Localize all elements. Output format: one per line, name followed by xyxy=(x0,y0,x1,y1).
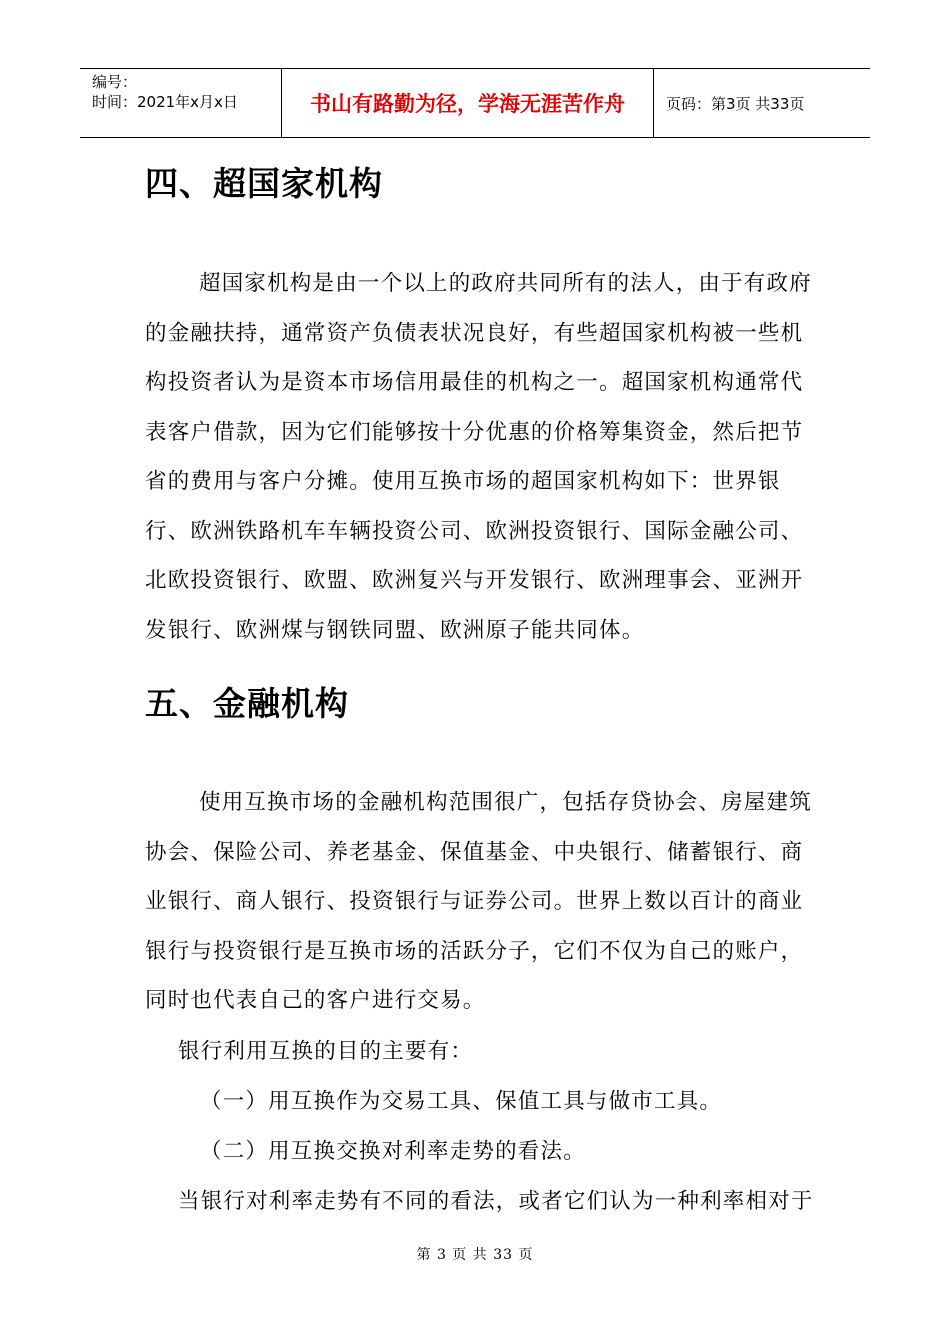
section-heading-supranational: 四、超国家机构 xyxy=(145,164,383,203)
page-footer: 第 3 页 共 33 页 xyxy=(416,1247,534,1263)
document-time-label: 时间：2021年x月x日 xyxy=(92,93,238,111)
bank-purpose-continuation: 当银行对利率走势有不同的看法，或者它们认为一种利率相对于 xyxy=(178,1189,814,1214)
page-header xyxy=(80,68,870,138)
bank-purpose-item-1: （一）用互换作为交易工具、保值工具与做市工具。 xyxy=(200,1089,723,1114)
section-paragraph-supranational: 超国家机构是由一个以上的政府共同所有的法人，由于有政府的金融扶持，通常资产负债表状况良好，有些超国家机构被一些机构投资者认为是资本市场信用最佳的机构之一。超国家机构通常代表客户借款，因为它们能够按十分优惠的价格筹集资金，然后把节省的费用与客户分摊。使用互换市场的超国家机构如下：世界银行、欧洲铁路机车车辆投资公司、欧洲投资银行、国际金融公司、北欧投资银行、欧盟、欧洲复兴与开发银行、欧洲理事会、亚洲开发银行、欧洲煤与钢铁同盟、欧洲原子能共同体。 xyxy=(145,271,812,643)
section-heading-financial-institutions: 五、金融机构 xyxy=(145,684,349,723)
header-meta xyxy=(80,69,282,137)
section-paragraph-financial-institutions: 使用互换市场的金融机构范围很广，包括存贷协会、房屋建筑协会、保险公司、养老基金、保值基金、中央银行、储蓄银行、商业银行、商人银行、投资银行与证券公司。世界上数以百计的商业银行与投资银行是互换市场的活跃分子，它们不仅为自己的账户，同时也代表自己的客户进行交易。 xyxy=(145,790,812,1013)
document-number-label: 编号： xyxy=(92,73,138,91)
header-page-info: 页码：第3页 共33页 xyxy=(666,94,805,113)
bank-purpose-intro: 银行利用互换的目的主要有： xyxy=(178,1039,474,1064)
bank-purpose-item-2: （二）用互换交换对利率走势的看法。 xyxy=(200,1139,586,1164)
header-motto: 书山有路勤为径，学海无涯苦作舟 xyxy=(282,69,654,137)
